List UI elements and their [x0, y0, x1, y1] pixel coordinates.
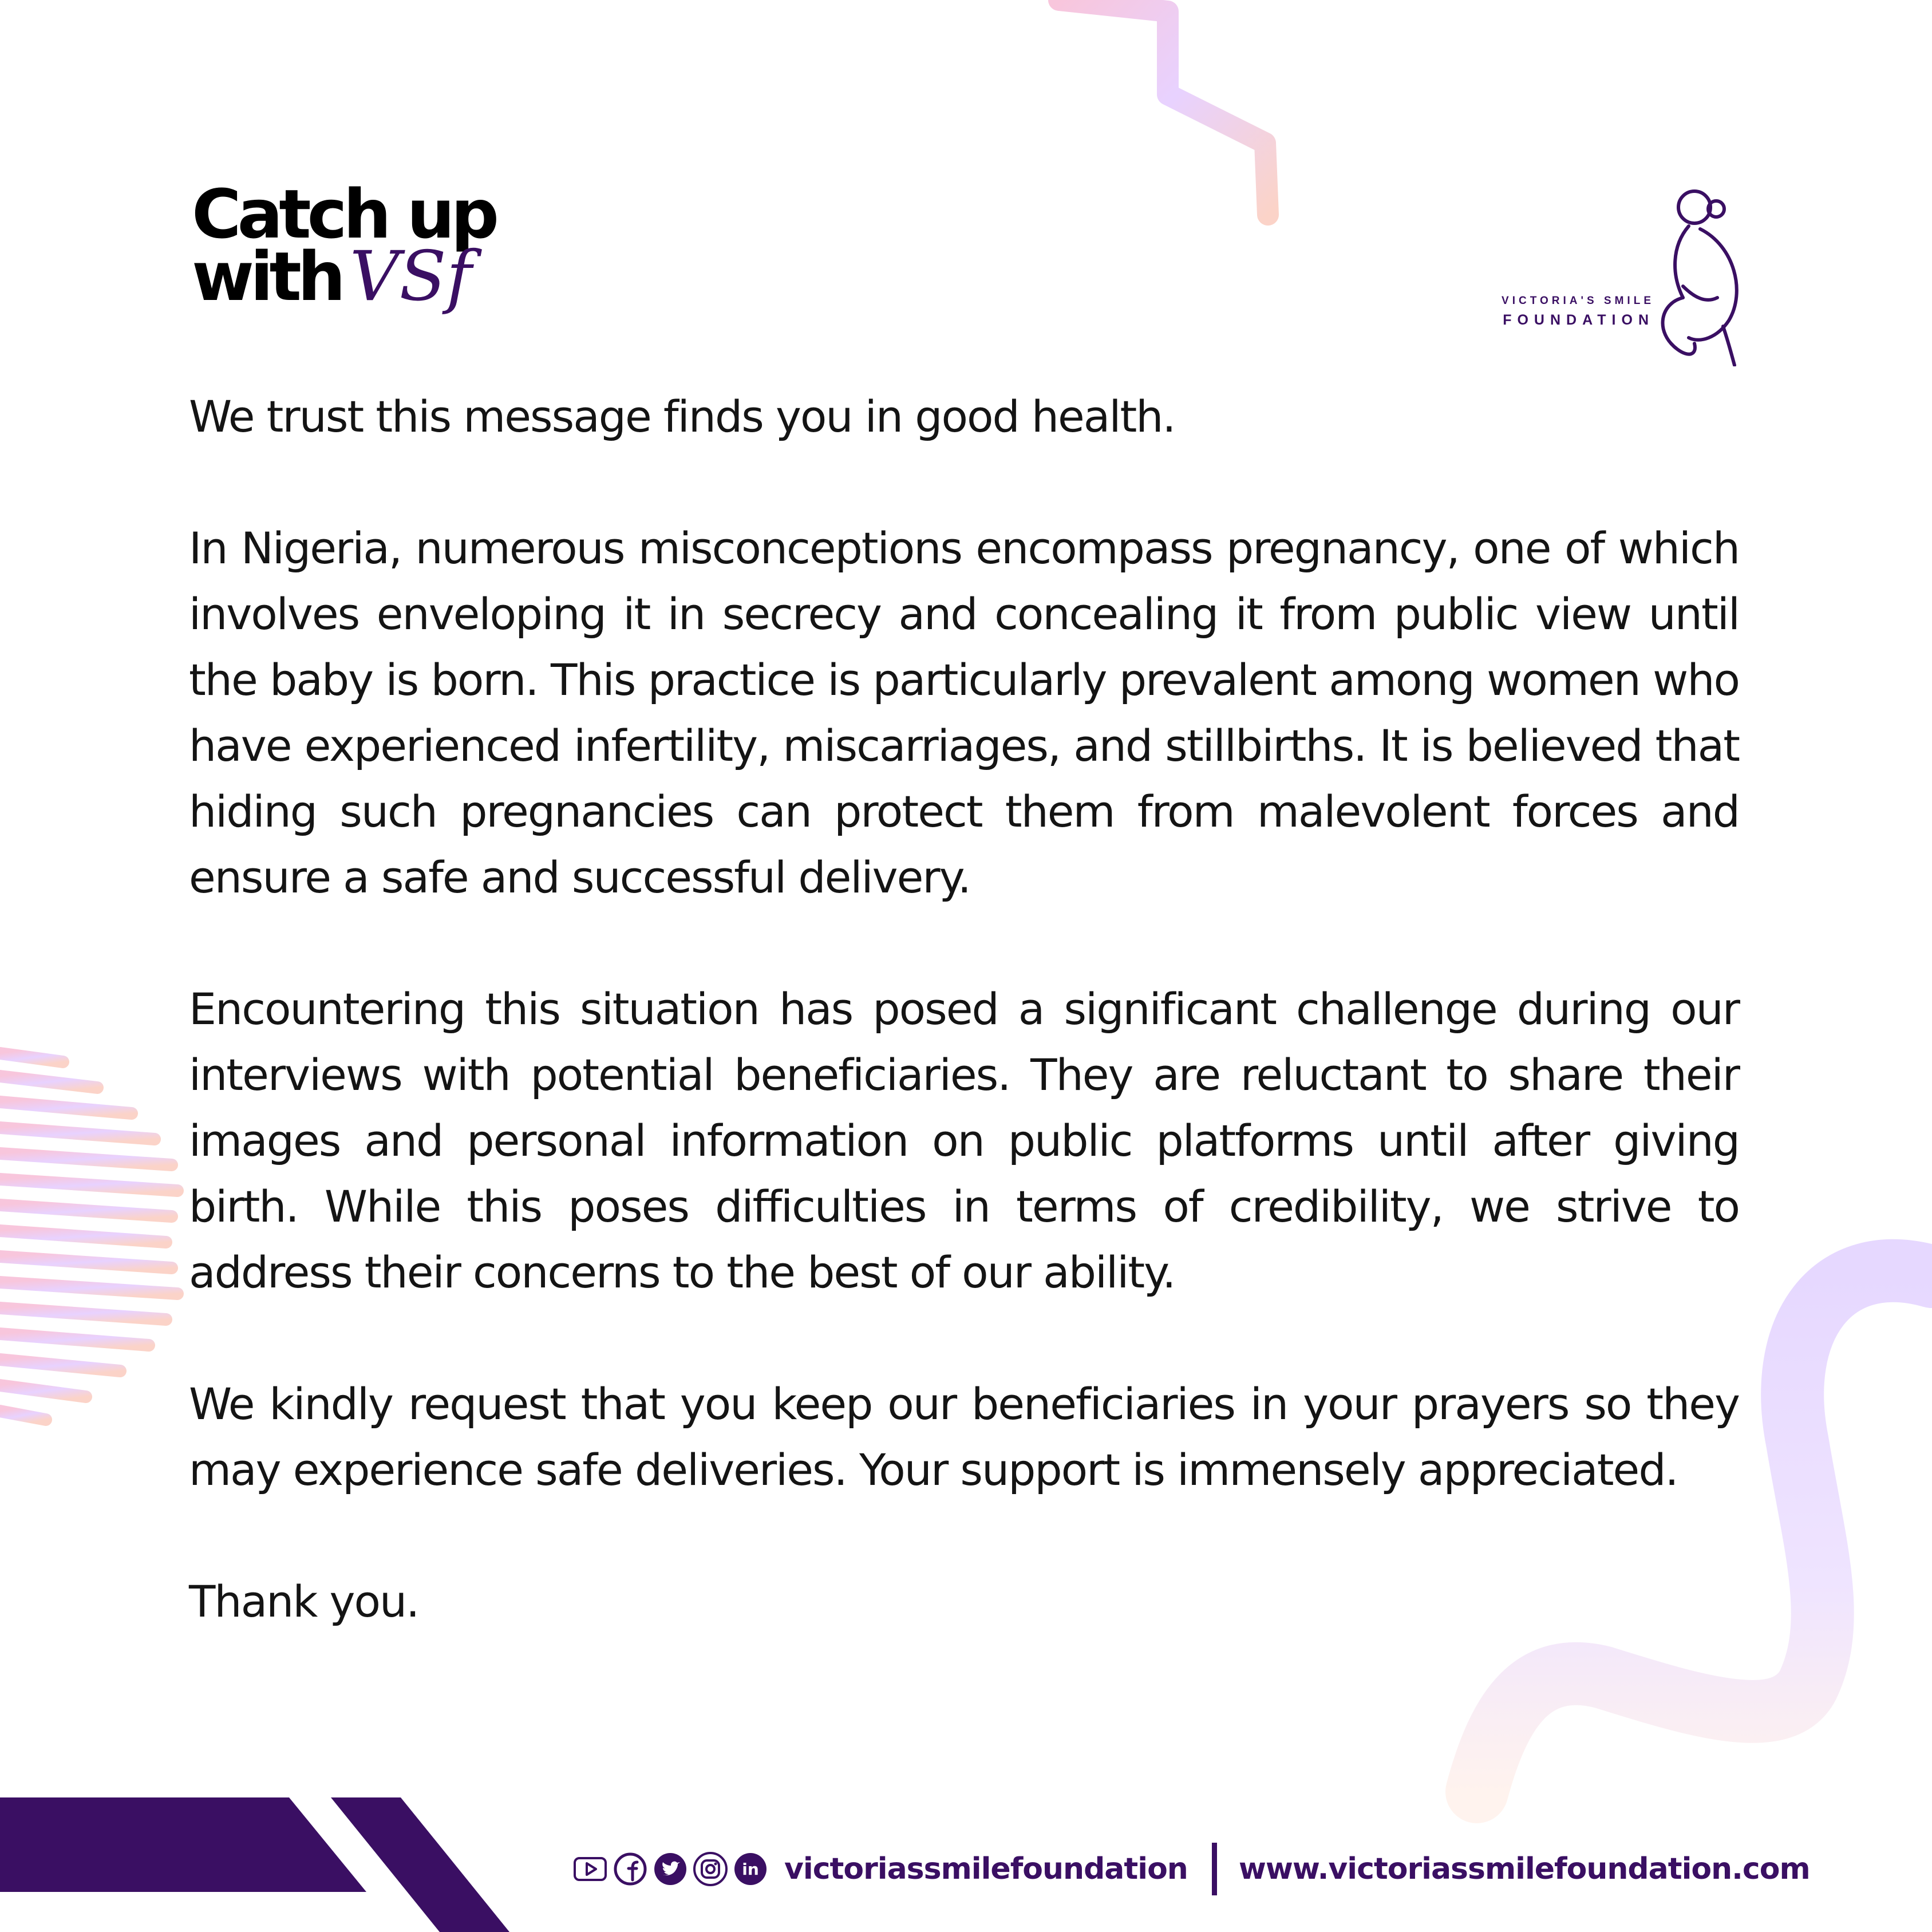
- title-line-1: Catch up: [192, 175, 496, 254]
- paragraph-3: We kindly request that you keep our beneficiaries in your prayers so they may experience safe deliveries. Your support is immensely appreciated.: [189, 1378, 1739, 1495]
- logo-line-2: FOUNDATION: [1503, 312, 1654, 328]
- instagram-icon[interactable]: [693, 1851, 728, 1887]
- website-link[interactable]: www.victoriassmilefoundation.com: [1238, 1852, 1810, 1886]
- striped-fan-shape: [0, 1053, 177, 1420]
- message-body: [189, 384, 1739, 1700]
- zigzag-shape: [1059, 0, 1268, 215]
- logo-text: [1483, 295, 1654, 329]
- closing-text: Thank you.: [189, 1576, 419, 1627]
- linkedin-icon[interactable]: [733, 1851, 768, 1887]
- social-handle[interactable]: victoriassmilefoundation: [784, 1852, 1188, 1886]
- paragraph-1: In Nigeria, numerous misconceptions encompass pregnancy, one of which involves enveloping it in secrecy and concealing it from public view until the baby is born. This practice is particularly prevalent among women who have experienced infertility, miscarriages, and stillbirths. It is believed that hiding such pregnancies can protect them from malevolent forces and ensure a safe and successful delivery.: [189, 523, 1739, 903]
- svg-text:in: in: [742, 1860, 759, 1879]
- title-line-2-text: with: [192, 236, 342, 316]
- footer-divider: [1212, 1843, 1217, 1895]
- title-line-2: [192, 236, 592, 317]
- paragraph-2: Encountering this situation has posed a significant challenge during our interviews with potential beneficiaries. They are reluctant to share their images and personal information on public platforms until after giving birth. While this poses difficulties in terms of credibility, we strive to address their concerns to the best of our ability.: [189, 983, 1739, 1298]
- footer-stripe-2: [331, 1797, 509, 1932]
- title-script-vsf: VSf: [349, 236, 472, 317]
- youtube-icon[interactable]: [572, 1851, 608, 1887]
- greeting-text: We trust this message finds you in good health.: [189, 391, 1175, 442]
- page-title: [192, 175, 592, 317]
- logo-line-1: VICTORIA'S SMILE: [1502, 295, 1654, 307]
- twitter-icon[interactable]: [653, 1851, 688, 1887]
- facebook-icon[interactable]: [613, 1851, 648, 1887]
- pregnant-woman-icon: [1649, 183, 1757, 366]
- footer-social-row: [572, 1849, 1810, 1889]
- foundation-logo: [1483, 183, 1757, 366]
- footer-stripe-1: [0, 1797, 366, 1892]
